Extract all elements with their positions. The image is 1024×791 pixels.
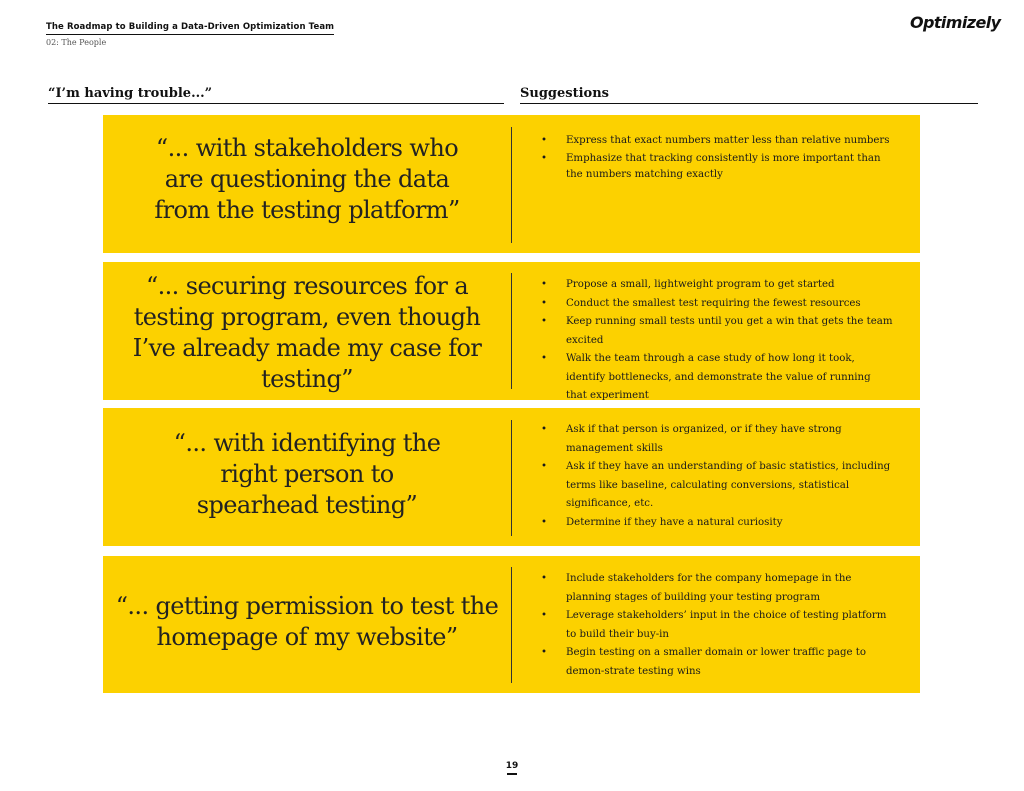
suggestion-item: • Leverage stakeholders’ input in the choice of testing platform to build their buy-in bbox=[541, 607, 893, 644]
suggestion-item: • Ask if that person is organized, or if they have strong management skills bbox=[541, 421, 893, 458]
trouble-card-resources bbox=[103, 262, 920, 400]
suggestion-list bbox=[541, 570, 893, 681]
page-number-underline bbox=[507, 773, 517, 775]
trouble-quote: “... with identifying the right person to spearhead testing” bbox=[173, 429, 441, 519]
suggestion-item: • Keep running small tests until you get a win that gets the team excited bbox=[541, 313, 893, 350]
suggestion-item: • Conduct the smallest test requiring the fewest resources bbox=[541, 295, 893, 314]
suggestion-list bbox=[541, 133, 893, 185]
suggestion-item: • Ask if they have an understanding of basic statistics, including terms like baseline, calculating conversions, statistical significance, etc. bbox=[541, 458, 893, 514]
suggestion-item: • Walk the team through a case study of how long it took, identify bottlenecks, and demonstrate the value of running that experiment bbox=[541, 350, 893, 406]
suggestions-column-heading: Suggestions bbox=[520, 86, 978, 104]
trouble-column-heading: “I’m having trouble...” bbox=[48, 86, 504, 104]
trouble-card-stakeholders bbox=[103, 115, 920, 253]
card-divider bbox=[511, 273, 512, 389]
suggestion-list bbox=[541, 276, 893, 406]
optimizely-logo: Optimizely bbox=[910, 13, 1001, 32]
trouble-quote: “... with stakeholders who are questioning the data from the testing platform” bbox=[154, 134, 460, 224]
suggestion-item: • Begin testing on a smaller domain or lower traffic page to demon-strate testing wins bbox=[541, 644, 893, 681]
card-divider bbox=[511, 567, 512, 683]
document-header bbox=[46, 14, 334, 47]
suggestion-item: • Determine if they have a natural curiosity bbox=[541, 514, 893, 533]
suggestion-item: • Express that exact numbers matter less than relative numbers bbox=[541, 133, 893, 150]
section-subtitle: 02: The People bbox=[46, 38, 107, 47]
trouble-card-homepage bbox=[103, 556, 920, 693]
document-title: The Roadmap to Building a Data-Driven Optimization Team bbox=[46, 22, 334, 35]
card-divider bbox=[511, 127, 512, 243]
suggestion-item: • Propose a small, lightweight program to get started bbox=[541, 276, 893, 295]
page-number: 19 bbox=[505, 761, 519, 771]
trouble-quote: “... getting permission to test the homepage of my website” bbox=[115, 592, 499, 651]
suggestion-item: • Include stakeholders for the company homepage in the planning stages of building your testing program bbox=[541, 570, 893, 607]
trouble-card-right-person bbox=[103, 408, 920, 546]
trouble-quote: “... securing resources for a testing program, even though I’ve already made my case for testing” bbox=[132, 272, 482, 393]
card-divider bbox=[511, 420, 512, 536]
suggestion-item: • Emphasize that tracking consistently is more important than the numbers matching exactly bbox=[541, 151, 893, 184]
suggestion-list bbox=[541, 421, 893, 532]
